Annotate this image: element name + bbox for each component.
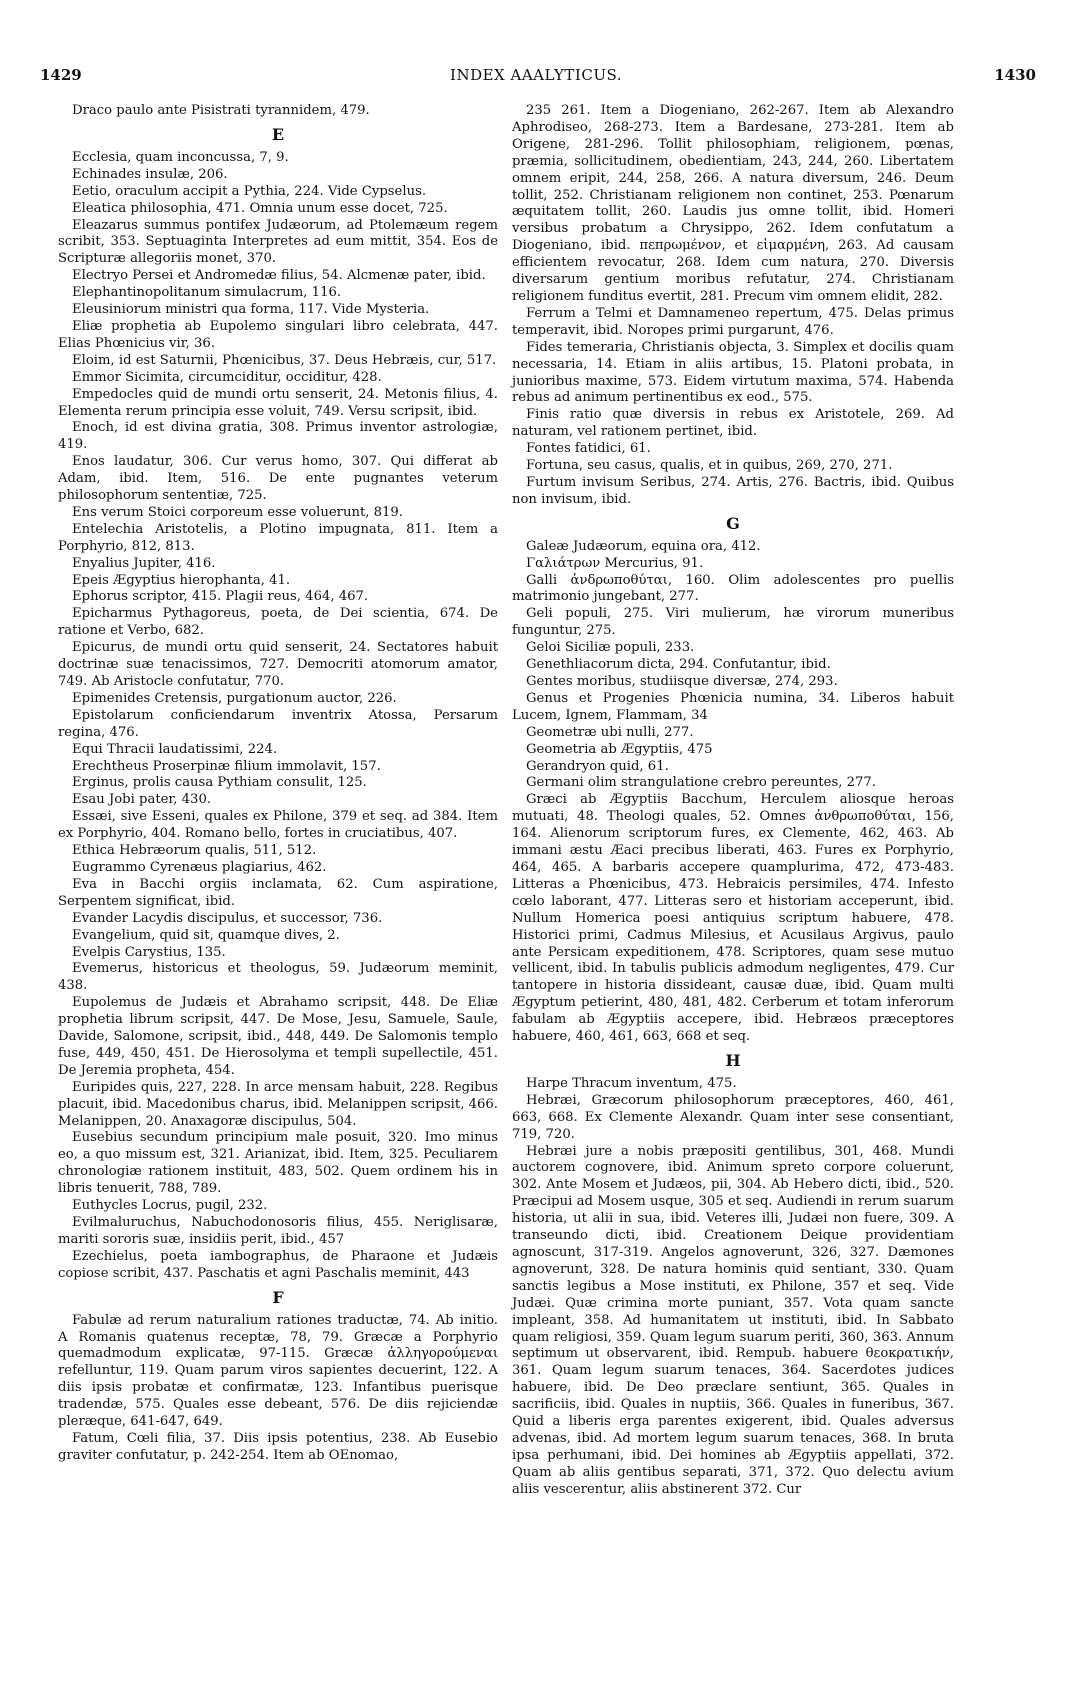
section-letter-g: G — [726, 513, 740, 533]
index-entry: Emmor Sicimita, circumciditur, occiditur, 428. — [72, 369, 382, 385]
index-entry: Epicharmus Pythagoreus, poeta, de Dei scientia, 674. De ratione et Verbo, 682. — [58, 606, 498, 639]
index-entry: Geometræ ubi nulli, 277. — [526, 724, 694, 740]
index-entry: Fontes fatidici, 61. — [526, 441, 651, 457]
index-entry: Gentes moribus, studiisque diversæ, 274, 293. — [526, 674, 838, 689]
index-entry: Γαλιάτρων Mercurius, 91. — [526, 555, 704, 571]
index-entry: Enos laudatur, 306. Cur verus homo, 307. Qui differat ab Adam, ibid. Item, 516. De ente pugnantes veterum philosophorum sententiæ, 725. — [58, 454, 498, 504]
index-entry: Græci ab Ægyptiis Bacchum, Herculem aliosque heroas mutuati, 48. Theologi quales, 52. Omnes ἀνθρωποθύται, 156, 164. Alienorum scriptorum fures, ex Clemente, 462, 463. Ab immani æstu Æaci precibus liberati, 463. Fures ex Porphyrio, 464, 465. A barbaris accepere quamplurima, 472, 473-483. Litteras a Phœnicibus, 473. Hebraicis persimiles, 474. Infesto cœlo laborant, 477. Litteras sero et historiam acceperunt, ibid. Nullum Homerica poesi antiquius scriptum habuere, 478. Historici primi, Cadmus Milesius, et Acusilaus Argivus, paulo ante Persicam expeditionem, 478. Scriptores, quam sese mutuo vellicent, ibid. In tabulis publicis admodum negligentes, 479. Cur tantopere in historia dissideant, causæ duæ, ibid. Quam multi Ægyptum petierint, 480, 481, 482. Cerberum et totam inferorum fabulam ab Ægyptiis accepere, ibid. Hebræos præceptores habuere, 460, 461, 663, 668 et seq. — [512, 792, 954, 1045]
index-entry: Epicurus, de mundi ortu quid senserit, 24. Sectatores habuit doctrinæ suæ tenacissimos, 727. Democriti atomorum amator, 749. Ab Aristocle confutatur, 770. — [58, 640, 498, 689]
index-entry: Eusebius secundum principium male posuit, 320. Imo minus eo, a quo missum est, 321. Arianizat, ibid. Item, 325. Peculiarem chronologiæ rationem instituit, 483, 502. Quem ordinem his in libris tenuerit, 788, 789. — [58, 1130, 498, 1197]
right-column — [512, 103, 954, 1499]
index-entry: Essæi, sive Esseni, quales ex Philone, 379 et seq. ad 384. Item ex Porphyrio, 404. Romano bello, fortes in cruciatibus, 407. — [58, 809, 498, 842]
index-entry: Eva in Bacchi orgiis inclamata, 62. Cum aspiratione, Serpentem significat, ibid. — [58, 876, 498, 909]
page-number-right: 1430 — [994, 66, 1036, 84]
index-entry: Epistolarum conficiendarum inventrix Atossa, Persarum regina, 476. — [58, 707, 498, 740]
index-entry: Evilmaluruchus, Nabuchodonosoris filius, 455. Neriglisaræ, mariti sororis suæ, insidiis perit, ibid., 457 — [58, 1215, 498, 1247]
section-letter-f: F — [272, 1287, 284, 1307]
index-entry: Germani olim strangulatione crebro pereuntes, 277. — [526, 775, 877, 791]
index-entry: Enoch, id est divina gratia, 308. Primus inventor astrologiæ, 419. — [58, 420, 498, 453]
index-entry: Electryo Persei et Andromedæ filius, 54. Alcmenæ pater, ibid. — [72, 268, 486, 284]
index-entry: Ferrum a Telmi et Damnameneo repertum, 475. Delas primus temperavit, ibid. Noropes primi purgarunt, 476. — [512, 305, 954, 338]
index-entry: Ecclesia, quam inconcussa, 7, 9. — [72, 149, 289, 165]
index-entry: Galeæ Judæorum, equina ora, 412. — [526, 538, 761, 554]
index-entry: Erginus, prolis causa Pythiam consulit, 125. — [72, 775, 367, 791]
index-entry: Eleusiniorum ministri qua forma, 117. Vide Mysteria. — [72, 302, 430, 318]
index-entry: Geloi Siciliæ populi, 233. — [526, 640, 695, 656]
index-entry: Hebræi jure a nobis præpositi gentilibus, 301, 468. Mundi auctorem cognovere, ibid. Animum spreto corpore coluerunt, 302. Ante Mosem et Judæos, pii, 304. Ab Hebero dicti, ibid., 520. Præcipui ad Mosem usque, 305 et seq. Audiendi in rerum suarum historia, ut alii in sua, ibid. Veteres illi, Judæi non fuere, 309. A transeundo dicti, ibid. Creationem Deique providentiam agnoscunt, 317-319. Angelos agnoverunt, 326, 327. Dæmones agnoverunt, 328. De natura hominis quid sentiant, 330. Quam sanctis legibus a Mose instituti, ex Philone, 357 et seq. Vide Judæi. Quæ crimina morte puniant, 357. Vota quam sancte impleant, 358. Ad humanitatem ut instituti, ibid. In Sabbato quam religiosi, 359. Quam legum suarum periti, 360, 363. Annum septimum ut observarent, ibid. Rempub. habuere θεοκρατικήν, 361. Quam legum suarum tenaces, 364. Sacerdotes judices habuere, ibid. De Deo præclare sentiunt, 365. Quales in sacrificiis, ibid. Quales in nuptiis, 366. Quales in funeribus, 367. Quid a liberis erga parentes exigerent, ibid. Quales adversus advenas, ibid. Ad mortem legum suarum tenaces, 368. In bruta ipsa perhumani, ibid. Dei homines ab Ægyptiis appellati, 372. Quam ab aliis gentibus separati, 371, 372. Quo delectu avium aliis vescerentur, aliis abstinerent 372. Cur — [512, 1143, 954, 1497]
index-entry: Eetio, oraculum accipit a Pythia, 224. Vide Cypselus. — [72, 183, 427, 199]
index-entry: Genus et Progenies Phœnicia numina, 34. Liberos habuit Lucem, Ignem, Flammam, 34 — [512, 690, 954, 723]
index-entry: Eleatica philosophia, 471. Omnia unum esse docet, 725. — [72, 200, 448, 216]
running-title: INDEX AAALYTICUS. — [450, 66, 622, 84]
index-entry: Elephantinopolitanum simulacrum, 116. — [72, 285, 342, 301]
index-entry: Finis ratio quæ diversis in rebus ex Aristotele, 269. Ad naturam, vel rationem pertinet, ibid. — [512, 407, 954, 440]
index-entry: Geli populi, 275. Viri mulierum, hæ virorum muneribus funguntur, 275. — [512, 606, 954, 639]
index-entry: Evelpis Carystius, 135. — [72, 944, 226, 960]
index-entry: Equi Thracii laudatissimi, 224. — [72, 741, 278, 757]
index-entry: Fides temeraria, Christianis objecta, 3. Simplex et docilis quam necessaria, 14. Etiam in aliis artibus, 15. Platoni probata, in junioribus maxime, 573. Eidem virtutum maxima, 574. Habenda rebus ad animum pertinentibus ex eod., 575. — [512, 339, 954, 406]
index-entry: Gerandryon quid, 61. — [526, 758, 669, 774]
index-entry: Eupolemus de Judæis et Abrahamo scripsit, 448. De Eliæ prophetia librum scripsit, 447. De Mose, Jesu, Samuele, Saule, Davide, Salomone, scripsit, ibid., 448, 449. De Salomonis templo fuse, 449, 450, 451. De Hierosolyma et templi supellectile, 451. De Jeremia propheta, 454. — [58, 995, 498, 1078]
section-letter-e: E — [271, 124, 285, 144]
index-entry: Eugrammo Cyrenæus plagiarius, 462. — [72, 859, 327, 875]
index-entry: Genethliacorum dicta, 294. Confutantur, ibid. — [526, 657, 831, 673]
index-entry: Ens verum Stoici corporeum esse voluerunt, 819. — [72, 504, 404, 520]
index-entry: Galli ἀνδρωποθύται, 160. Olim adolescentes pro puellis matrimonio jungebant, 277. — [512, 572, 954, 605]
index-entry: Eliæ prophetia ab Eupolemo singulari libro celebrata, 447. Elias Phœnicius vir, 36. — [58, 318, 498, 351]
index-entry: Fortuna, seu casus, qualis, et in quibus, 269, 270, 271. — [526, 458, 893, 474]
page-number-left: 1429 — [40, 66, 82, 84]
index-entry: Enyalius Jupiter, 416. — [72, 555, 216, 571]
index-entry: Erechtheus Proserpinæ filium immolavit, 157. — [72, 758, 381, 774]
index-entry: 235 261. Item a Diogeniano, 262-267. Item ab Alexandro Aphrodiseo, 268-273. Item a Bardesane, 273-281. Item ab Origene, 281-296. Tollit philosophiam, religionem, pœnas, præmia, sollicitudinem, obedientiam, 243, 244, 260. Libertatem omnem eripit, 244, 258, 266. A natura diversum, 246. Deum tollit, 252. Christianam religionem non continet, 253. Pœnarum æquitatem tollit, 260. Laudis jus omne tollit, ibid. Homeri versibus probatum a Chrysippo, 262. Idem confutatum a Diogeniano, ibid. πεπρωμένον, et εἱμαρμένη, 263. Ad causam efficientem revocatur, 268. Idem cum natura, 270. Diversis diversarum gentium moribus refutatur, 274. Christianam religionem funditus evertit, 281. Precum vim omnem elidit, 282. — [512, 103, 954, 304]
index-entry: Esau Jobi pater, 430. — [72, 792, 212, 808]
index-entry: Fatum, Cœli filia, 37. Diis ipsis potentius, 238. Ab Eusebio graviter confutatur, p. 242-254. Item ab OEnomao, — [58, 1430, 498, 1463]
index-entry: Eleazarus summus pontifex Judæorum, ad Ptolemæum regem scribit, 353. Septuaginta Interpretes ad eum mittit, 354. Eos de Scripturæ allegoriis monet, 370. — [58, 217, 498, 267]
section-letter-h: H — [725, 1050, 741, 1070]
index-entry: Ethica Hebræorum qualis, 511, 512. — [72, 843, 317, 859]
index-entry: Furtum invisum Seribus, 274. Artis, 276. Bactris, ibid. Quibus non invisum, ibid. — [512, 474, 954, 507]
page-header — [36, 66, 1036, 96]
index-entry: Evemerus, historicus et theologus, 59. Judæorum meminit, 438. — [58, 961, 498, 994]
index-entry: Empedocles quid de mundi ortu senserit, 24. Metonis filius, 4. Elementa rerum principia esse voluit, 749. Versu scripsit, ibid. — [58, 386, 498, 419]
index-entry: Echinades insulæ, 206. — [72, 166, 228, 182]
index-entry: Draco paulo ante Pisistrati tyrannidem, 479. — [72, 103, 370, 118]
index-entry: Geometria ab Ægyptiis, 475 — [526, 741, 713, 757]
index-entry: Euripides quis, 227, 228. In arce mensam habuit, 228. Regibus placuit, ibid. Macedonibus charus, ibid. Melanippen scripsit, 466. Melanippen, 20. Anaxagoræ discipulus, 504. — [58, 1079, 498, 1129]
index-entry: Ephorus scriptor, 415. Plagii reus, 464, 467. — [72, 589, 369, 605]
index-entry: Eloim, id est Saturnii, Phœnicibus, 37. Deus Hebræis, cur, 517. — [72, 352, 497, 368]
index-entry: Evangelium, quid sit, quamque dives, 2. — [72, 927, 340, 943]
index-entry: Fabulæ ad rerum naturalium rationes traductæ, 74. Ab initio. A Romanis quatenus receptæ, 78, 79. Græcæ a Porphyrio quemadmodum explicatæ, 97-115. Græcæ ἀλληγορούμεναι refelluntur, 119. Quam parum viros sapientes decuerint, 122. A diis ipsis probatæ et confirmatæ, 123. Infantibus puerisque tradendæ, 575. Quales esse debeant, 576. De diis rejiciendæ pleræque, 641-647, 649. — [58, 1312, 498, 1430]
left-column — [58, 103, 498, 1465]
index-entry: Harpe Thracum inventum, 475. — [526, 1075, 737, 1091]
index-entry: Epeis Ægyptius hierophanta, 41. — [72, 572, 291, 588]
index-entry: Entelechia Aristotelis, a Plotino impugnata, 811. Item a Porphyrio, 812, 813. — [58, 521, 498, 554]
index-entry: Epimenides Cretensis, purgationum auctor, 226. — [72, 690, 397, 706]
index-entry: Evander Lacydis discipulus, et successor, 736. — [72, 910, 383, 926]
index-entry: Ezechielus, poeta iambographus, de Pharaone et Judæis copiose scribit, 437. Paschatis et agni Paschalis meminit, 443 — [58, 1248, 498, 1281]
index-entry: Hebræi, Græcorum philosophorum præceptores, 460, 461, 663, 668. Ex Clemente Alexandr. Quam inter sese consentiant, 719, 720. — [512, 1092, 954, 1142]
index-entry: Euthycles Locrus, pugil, 232. — [72, 1198, 268, 1214]
